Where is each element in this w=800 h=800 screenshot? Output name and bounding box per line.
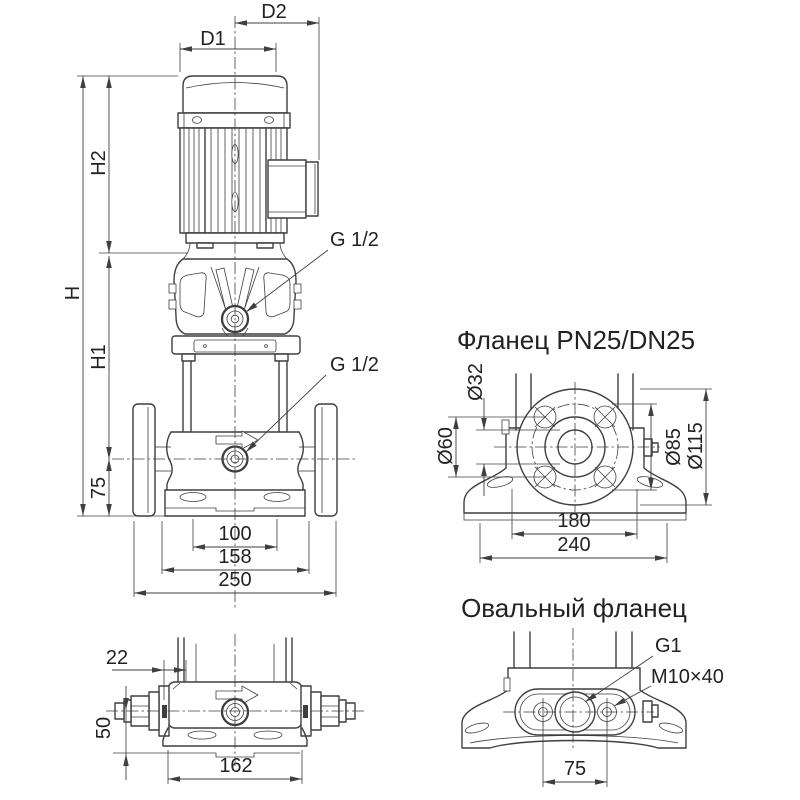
dim-50-label: 50 [93,716,115,740]
callout-g1-label: G1 [655,635,682,657]
dim-22-label: 22 [105,647,129,669]
dim-75-oval-label: 75 [563,758,587,780]
dim-h-label: H [62,285,84,301]
main-view [62,1,379,610]
suction-flange [133,404,155,516]
dim-d32-label: Ø32 [465,363,487,401]
callout-drain-label: G 1/2 [330,354,379,376]
dim-d60-label: Ø60 [435,427,457,465]
dim-240-label: 240 [557,534,591,556]
motor [178,76,318,259]
bottom-view [93,634,364,784]
dim-d2-label: D2 [261,1,287,23]
oval-flange-title: Овальный фланец [461,593,687,623]
dim-100-label: 100 [218,523,252,545]
flange-face [494,382,660,512]
flange-pn25-view [435,325,712,563]
dim-158-label: 158 [218,546,252,568]
dim-250-label: 250 [218,569,252,591]
terminal-box [268,160,318,218]
dim-d1-label: D1 [200,28,226,50]
dim-h1-label: H1 [88,344,110,370]
dim-d85-label: Ø85 [663,428,685,466]
dim-h2-label: H2 [88,150,110,176]
callout-vent-label: G 1/2 [330,229,379,251]
lantern-window-left [180,273,206,317]
lantern-window-right [264,273,290,317]
dim-180-label: 180 [557,510,591,532]
dim-d115-label: Ø115 [685,422,707,470]
dim-162-label: 162 [219,755,253,777]
oval-flange-view [461,593,724,787]
discharge-flange [315,404,337,516]
callout-m10-label: M10×40 [651,666,724,688]
dim-75-label: 75 [88,476,110,500]
flange-view-title: Фланец PN25/DN25 [456,325,696,355]
